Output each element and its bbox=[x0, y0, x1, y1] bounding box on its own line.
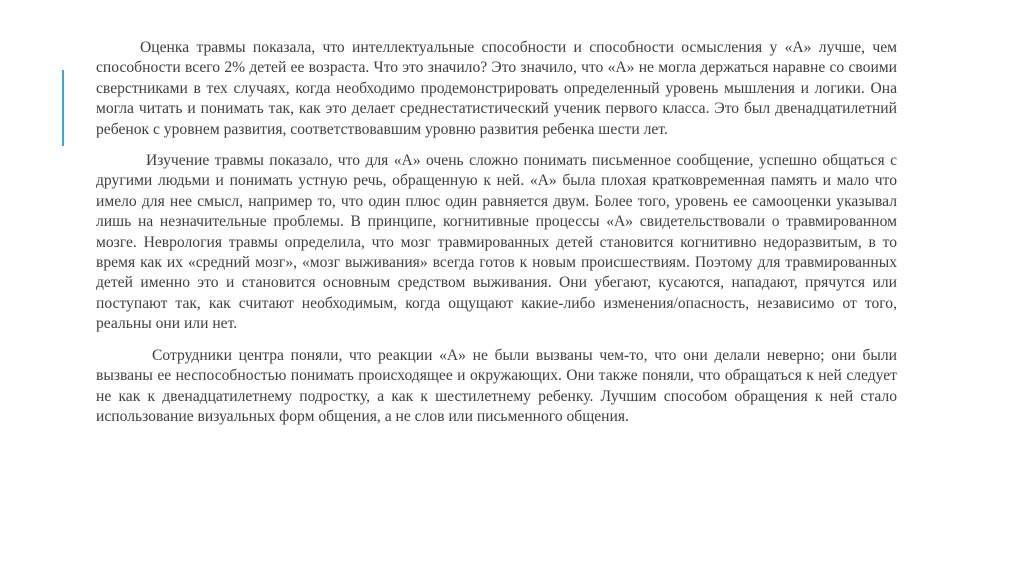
paragraph-1: Оценка травмы показала, что интеллектуальные способности и способности осмысления у «А» лучше, чем способности всего 2% детей ее возраста. Что это значило? Это значило, что «А» не могла держаться наравне со своими сверстниками в тех случаях, когда необходимо продемонстрировать определенный уровень мышления и логики. Она могла читать и понимать так, как это делает среднестатистический ученик первого класса. Это был двенадцатилетний ребенок с уровнем развития, соответствовавшим уровню развития ребенка шести лет. bbox=[96, 39, 897, 138]
accent-bar bbox=[62, 70, 64, 146]
paragraph-3: Сотрудники центра поняли, что реакции «А» не были вызваны чем-то, что они делали неверно; они были вызваны ее неспособностью понимать происходящее и окружающих. Они также поняли, что обращаться к ней следует не как к двенадцатилетнему подростку, а как к шестилетнему ребенку. Лучшим способом обращения к ней стало использование визуальных форм общения, а не слов или письменного общения. bbox=[96, 346, 897, 425]
paragraph-2: Изучение травмы показало, что для «А» очень сложно понимать письменное сообщение, успешно общаться с другими людьми и понимать устную речь, обращенную к ней. «А» была плохая кратковременная память и мало что имело для нее смысл, например то, что один плюс один равняется двум. Более того, уровень ее самооценки указывал лишь на незначительные проблемы. В принципе, когнитивные процессы «А» свидетельствовали о травмированном мозге. Неврология травмы определила, что мозг травмированных детей становится когнитивно недоразвитым, в то время как их «средний мозг», «мозг выживания» всегда готов к новым происшествиям. Поэтому для травмированных детей именно это и становится основным средством выживания. Они убегают, кусаются, нападают, прячутся или поступают так, как считают необходимым, когда ощущают какие-либо изменения/опасность, независимо от того, реальны они или нет. bbox=[96, 152, 897, 333]
slide-body-text bbox=[96, 38, 897, 438]
